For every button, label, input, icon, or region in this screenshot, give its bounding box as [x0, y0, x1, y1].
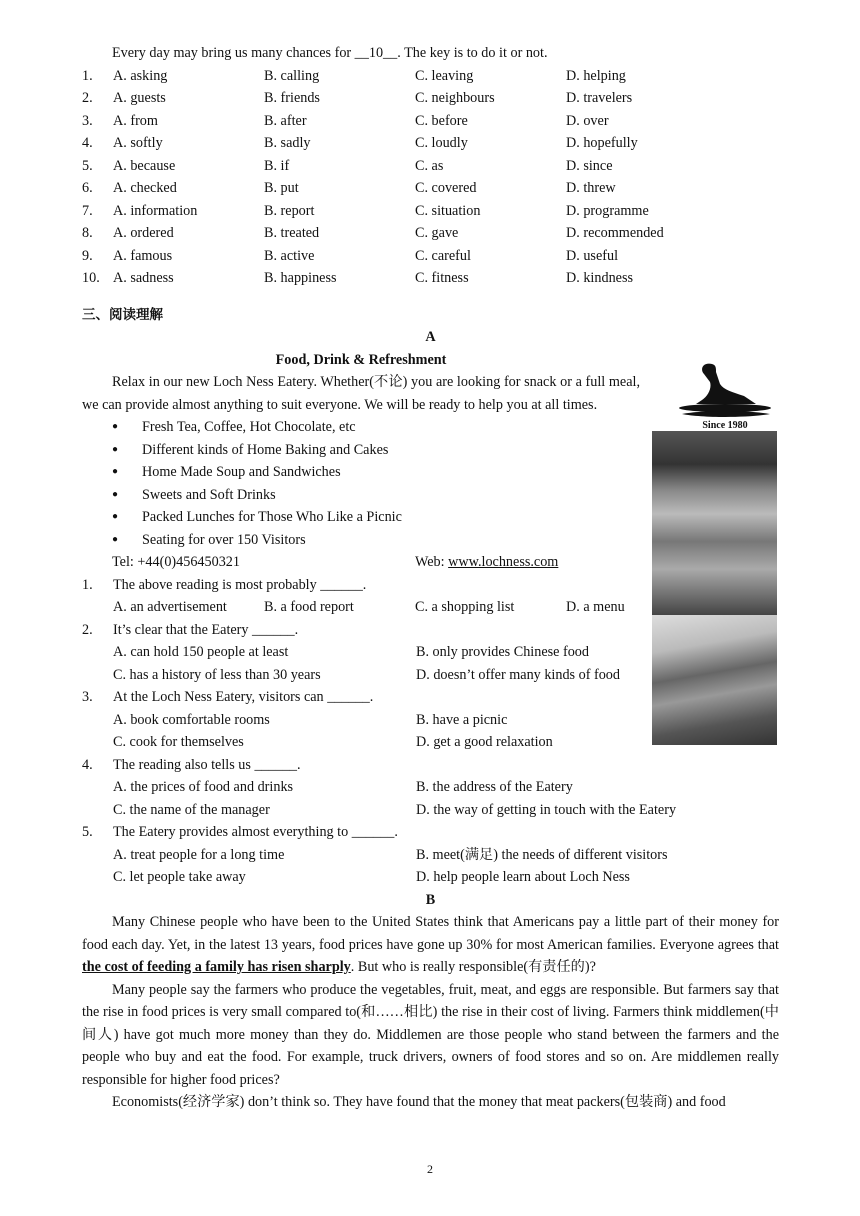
option-a: A. can hold 150 people at least	[113, 644, 289, 660]
question-number: 6.	[82, 180, 93, 196]
bullet-dot-icon: ●	[112, 533, 119, 545]
option-b: B. active	[264, 247, 315, 264]
passage-a-title: Food, Drink & Refreshment	[275, 351, 447, 368]
menu-bullet-list	[82, 416, 779, 551]
answer-options-row	[82, 776, 779, 799]
question-number: 4.	[82, 756, 93, 773]
menu-bullet-item	[112, 506, 779, 529]
question-text: The above reading is most probably ______.	[113, 576, 367, 593]
p1-text-end: . But who is really responsible(有责任的)?	[350, 959, 596, 975]
cloze-option-row	[82, 65, 779, 88]
question-number: 2.	[82, 621, 93, 638]
option-a: A. treat people for a long time	[113, 846, 285, 863]
web-label: Web:	[415, 554, 449, 570]
answer-options-row	[82, 664, 779, 687]
web-link[interactable]: www.lochness.com	[448, 554, 559, 570]
cloze-option-row	[82, 177, 779, 200]
option-a: A. asking	[113, 67, 168, 84]
option-c: C. loudly	[415, 135, 468, 151]
cloze-option-row	[82, 132, 779, 155]
page-number: 2	[427, 1162, 433, 1176]
option-d: D. threw	[566, 180, 616, 196]
p1-emphasis: the cost of feeding a family has risen sharply	[82, 959, 351, 975]
question-number: 9.	[82, 247, 93, 264]
bullet-dot-icon: ●	[112, 511, 119, 522]
option-c: C. a shopping list	[415, 599, 515, 615]
question-number: 7.	[82, 202, 93, 219]
question-number: 1.	[82, 67, 93, 84]
option-d: D. a menu	[566, 599, 625, 615]
answer-options-row	[82, 866, 779, 889]
option-a: A. guests	[113, 90, 166, 106]
option-c: C. gave	[415, 225, 459, 241]
question-stem	[82, 754, 779, 777]
svg-text:Since 1980: Since 1980	[702, 420, 748, 431]
option-d: D. hopefully	[566, 135, 638, 151]
question-number: 5.	[82, 824, 93, 840]
question-number: 2.	[82, 90, 93, 106]
bullet-text: Home Made Soup and Sandwiches	[142, 464, 341, 480]
bullet-text: Packed Lunches for Those Who Like a Picnic	[142, 509, 402, 525]
option-b: B. friends	[264, 90, 320, 106]
menu-bullet-item	[112, 416, 779, 439]
option-d: D. since	[566, 157, 613, 174]
menu-bullet-item	[112, 484, 779, 507]
cloze-option-row	[82, 245, 779, 268]
option-c: C. before	[415, 112, 468, 129]
option-a: A. checked	[113, 180, 177, 196]
question-stem	[82, 686, 779, 709]
option-c: C. the name of the manager	[113, 801, 270, 818]
answer-options-row	[82, 709, 779, 732]
option-a: A. the prices of food and drinks	[113, 779, 294, 795]
option-d: D. helping	[566, 67, 626, 84]
option-b: B. meet(满足) the needs of different visitors	[416, 846, 668, 863]
bullet-dot-icon: ●	[112, 488, 119, 500]
option-d: D. programme	[566, 202, 649, 219]
menu-bullet-item	[112, 461, 779, 484]
question-text: At the Loch Ness Eatery, visitors can ______.	[113, 689, 374, 705]
question-text: It’s clear that the Eatery ______.	[113, 621, 299, 638]
option-d: D. the way of getting in touch with the Eatery	[416, 801, 677, 818]
contact-line	[82, 551, 779, 574]
option-c: C. leaving	[415, 67, 474, 84]
option-c: C. careful	[415, 247, 471, 264]
option-a: A. ordered	[113, 225, 174, 241]
answer-options-row	[82, 731, 779, 754]
cloze-options-list	[82, 65, 779, 290]
bullet-dot-icon: ●	[112, 466, 119, 477]
option-a: A. book comfortable rooms	[113, 711, 270, 728]
option-d: D. kindness	[566, 270, 633, 286]
web-text	[415, 551, 558, 574]
cloze-option-row	[82, 267, 779, 290]
question-stem	[82, 821, 779, 844]
option-b: B. after	[264, 112, 307, 129]
option-b: B. a food report	[264, 599, 354, 615]
passage-a-letter: A	[425, 329, 436, 345]
cloze-final-line: Every day may bring us many chances for __10__. The key is to do it or not.	[112, 45, 548, 61]
passage-b-paragraph-1	[82, 911, 779, 979]
option-c: C. covered	[415, 180, 477, 196]
option-d: D. doesn’t offer many kinds of food	[416, 666, 620, 683]
option-b: B. if	[264, 157, 290, 174]
section-title: 三、阅读理解	[82, 306, 163, 323]
bullet-text: Different kinds of Home Baking and Cakes	[142, 441, 389, 458]
bullet-dot-icon: ●	[112, 443, 119, 455]
option-c: C. has a history of less than 30 years	[113, 666, 321, 683]
bullet-text: Seating for over 150 Visitors	[142, 531, 306, 548]
tel-text: Tel: +44(0)456450321	[112, 554, 240, 570]
question-number: 10.	[82, 270, 100, 286]
passage-b-letter: B	[425, 891, 436, 908]
option-c: C. as	[415, 157, 444, 174]
option-c: C. situation	[415, 202, 481, 219]
answer-options-row	[82, 844, 779, 867]
question-number: 5.	[82, 157, 93, 174]
cloze-option-row	[82, 200, 779, 223]
passage-b-paragraph-3: Economists(经济学家) don’t think so. They have found that the money that meat packers(包装商) and food	[112, 1094, 726, 1110]
cloze-option-row	[82, 87, 779, 110]
cloze-option-row	[82, 155, 779, 178]
menu-bullet-item	[112, 439, 779, 462]
option-d: D. over	[566, 112, 609, 129]
answer-options-row	[82, 596, 779, 619]
bullet-text: Sweets and Soft Drinks	[142, 486, 276, 503]
passage-a-intro: Relax in our new Loch Ness Eatery. Whether(不论) you are looking for snack or a full meal, we can provide almost anything to suit everyone. We will be ready to help you at all times.	[82, 374, 640, 413]
option-b: B. put	[264, 180, 299, 196]
option-a: A. because	[113, 157, 176, 174]
p1-text: Many Chinese people who have been to the United States think that Americans pay a little part of their money for food each day. Yet, in the latest 13 years, food prices have gone up 30% for most American families. Everyone agrees that	[82, 914, 779, 953]
option-d: D. useful	[566, 247, 619, 264]
option-a: A. softly	[113, 135, 163, 151]
question-text: The Eatery provides almost everything to ______.	[113, 824, 398, 840]
option-b: B. the address of the Eatery	[416, 779, 573, 795]
option-b: B. have a picnic	[416, 711, 508, 728]
option-a: A. from	[113, 112, 158, 129]
option-a: A. information	[113, 202, 198, 219]
answer-options-row	[82, 641, 779, 664]
cloze-option-row	[82, 110, 779, 133]
question-stem	[82, 574, 779, 597]
option-c: C. let people take away	[113, 869, 246, 885]
option-b: B. calling	[264, 67, 320, 84]
question-number: 3.	[82, 689, 93, 705]
passage-b-paragraph-2: Many people say the farmers who produce the vegetables, fruit, meat, and eggs are responsible. But farmers say that the rise in food prices is very small compared to(和……相比) the rise in their cost of living. Farmers think middlemen(中间人) have got much more money than they do. Middlemen are those people who stand between the farmers and the people who buy and eat the food. For example, truck drivers, owners of food stores and so on. Are middlemen really responsible for higher food prices?	[82, 981, 779, 1088]
option-b: B. sadly	[264, 135, 311, 151]
cloze-option-row	[82, 222, 779, 245]
option-b: B. happiness	[264, 270, 337, 286]
question-stem	[82, 619, 779, 642]
page-content	[82, 42, 779, 1114]
option-c: C. cook for themselves	[113, 734, 244, 750]
option-d: D. recommended	[566, 225, 664, 241]
option-c: C. neighbours	[415, 90, 495, 106]
option-a: A. sadness	[113, 270, 174, 286]
menu-bullet-item	[112, 529, 779, 552]
bullet-text: Fresh Tea, Coffee, Hot Chocolate, etc	[142, 419, 356, 435]
option-d: D. help people learn about Loch Ness	[416, 869, 630, 885]
option-c: C. fitness	[415, 270, 469, 286]
question-number: 8.	[82, 225, 93, 241]
bullet-dot-icon: ●	[112, 421, 119, 432]
option-d: D. get a good relaxation	[416, 734, 553, 750]
passage-a-questions	[82, 574, 779, 889]
question-number: 1.	[82, 576, 93, 593]
option-b: B. report	[264, 202, 315, 219]
question-text: The reading also tells us ______.	[113, 756, 301, 773]
option-b: B. only provides Chinese food	[416, 644, 589, 660]
answer-options-row	[82, 799, 779, 822]
question-number: 3.	[82, 112, 93, 129]
option-d: D. travelers	[566, 90, 633, 106]
option-a: A. famous	[113, 247, 173, 264]
option-a: A. an advertisement	[113, 599, 227, 615]
option-b: B. treated	[264, 225, 320, 241]
question-number: 4.	[82, 135, 93, 151]
